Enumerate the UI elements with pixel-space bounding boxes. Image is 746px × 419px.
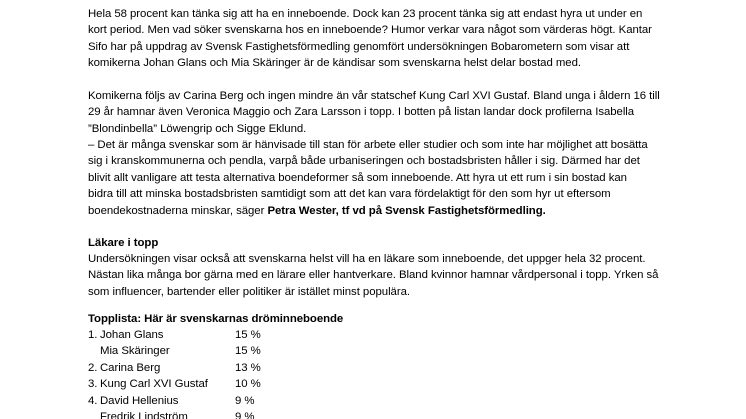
list-name: David Hellenius (100, 394, 179, 407)
list-percent: 15 % (235, 329, 261, 341)
list-rank: 2. (88, 361, 98, 374)
list-name: Carina Berg (100, 361, 161, 374)
list-item (88, 376, 261, 392)
toplist-heading: Topplista: Här är svenskarnas dröminneboende (88, 313, 344, 325)
list-percent: 15 % (235, 345, 261, 358)
list-item (88, 343, 261, 359)
list-name: Fredrik Lindström (100, 410, 188, 419)
text-line: Undersökningen visar också att svenskarna helst vill ha en läkare som inneboende, det uppger hela 32 procent. (88, 253, 646, 265)
paragraph-quote (88, 137, 688, 219)
text-line (88, 203, 688, 219)
list-item (88, 360, 261, 376)
list-item (88, 327, 261, 343)
paragraph-comedians (88, 88, 688, 137)
text-line: blivit allt vanligare att testa alternativa boendeformer så som inneboende. Att hyra ut ett rum i sin bostad kan (88, 171, 627, 184)
list-name: Mia Skäringer (100, 345, 170, 358)
list-rank: 4. (88, 394, 98, 407)
list-percent: 9 % (235, 410, 255, 419)
toplist (88, 327, 261, 419)
paragraph-professions (88, 251, 688, 300)
quote-lead-in: boendekostnaderna minskar, säger (88, 204, 268, 217)
list-rank: 1. (88, 329, 98, 341)
text-line: som influencer, bartender eller politiker är istället minst populära. (88, 285, 410, 298)
text-line: bidra till att minska bostadsbristen samtidigt som att det kan vara fördelaktigt för den som hyr ut eftersom (88, 188, 611, 201)
text-line: Hela 58 procent kan tänka sig att ha en inneboende. Dock kan 23 procent tänka sig att endast hyra ut under en (88, 8, 643, 20)
list-name: Johan Glans (100, 329, 164, 341)
list-rank: 3. (88, 378, 98, 391)
text-line: 29 år hamnar även Veronica Maggio och Zara Larsson i topp. I botten på listan landar dock profilerna Isabella (88, 106, 635, 119)
quote-speaker: Petra Wester, tf vd på Svensk Fastighetsförmedling. (267, 204, 546, 217)
list-item (88, 393, 255, 409)
list-percent: 13 % (235, 361, 261, 374)
text-line: kort period. Men vad söker svenskarna hos en inneboende? Humor verkar vara något som värderas högt. Kantar (88, 24, 652, 37)
text-line: komikerna Johan Glans och Mia Skäringer är de kändisar som svenskarna helst delar bostad med. (88, 57, 581, 70)
text-line: – Det är många svenskar som är hänvisade till stan för arbete eller studier och som inte har möjlighet att bosätta (88, 139, 648, 151)
text-line: ”Blondinbella” Löwengrip och Sigge Eklund. (88, 122, 307, 135)
text-line: Sifo har på uppdrag av Svensk Fastighetsförmedling genomfört undersökningen Bobarometern som visar att (88, 40, 630, 53)
list-percent: 9 % (235, 394, 255, 407)
list-name: Kung Carl XVI Gustaf (100, 378, 208, 391)
text-line: sig i kranskommunerna och pendla, varpå både urbaniseringen och bostadsbristen håller i sig. Därmed har det (88, 155, 640, 168)
list-percent: 10 % (235, 378, 261, 391)
text-line: Komikerna följs av Carina Berg och ingen mindre än vår statschef Kung Carl XVI Gustaf. Bland unga i åldern 16 till (88, 90, 660, 102)
section-heading-doctor: Läkare i topp (88, 237, 159, 249)
list-item (88, 409, 255, 419)
text-line: Nästan lika många bor gärna med en lärare eller hantverkare. Bland kvinnor hamnar vårdpersonal i topp. Yrken så (88, 269, 659, 282)
paragraph-intro (88, 6, 688, 72)
